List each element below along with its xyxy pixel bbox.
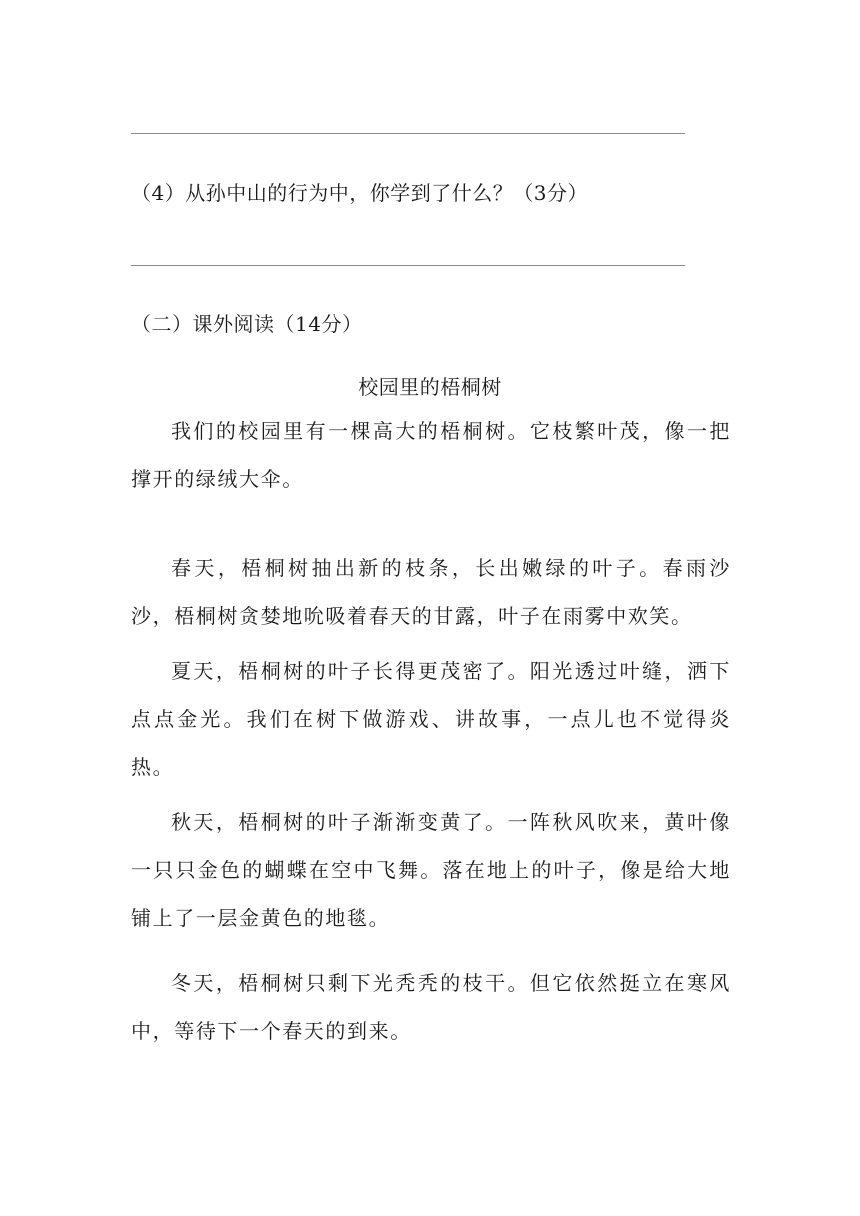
question-4: （4）从孙中山的行为中，你学到了什么？（3分） bbox=[131, 181, 588, 205]
paragraph-winter: 冬天，梧桐树只剩下光秃秃的枝干。但它依然挺立在寒风中，等待下一个春天的到来。 bbox=[131, 971, 731, 1043]
answer-line-2 bbox=[131, 265, 685, 266]
section-heading: （二）课外阅读（14分） bbox=[131, 312, 363, 336]
passage-title: 校园里的梧桐树 bbox=[358, 375, 502, 399]
answer-line-1 bbox=[131, 133, 685, 134]
paragraph-summer: 夏天，梧桐树的叶子长得更茂密了。阳光透过叶缝，洒下点点金光。我们在树下做游戏、讲故事，一点儿也不觉得炎热。 bbox=[131, 659, 731, 779]
paragraph-intro: 我们的校园里有一棵高大的梧桐树。它枝繁叶茂，像一把撑开的绿绒大伞。 bbox=[131, 419, 731, 491]
paragraph-autumn: 秋天，梧桐树的叶子渐渐变黄了。一阵秋风吹来，黄叶像一只只金色的蝴蝶在空中飞舞。落在地上的叶子，像是给大地铺上了一层金黄色的地毯。 bbox=[131, 810, 731, 930]
paragraph-spring: 春天，梧桐树抽出新的枝条，长出嫩绿的叶子。春雨沙沙，梧桐树贪婪地吮吸着春天的甘露，叶子在雨雾中欢笑。 bbox=[131, 556, 731, 628]
